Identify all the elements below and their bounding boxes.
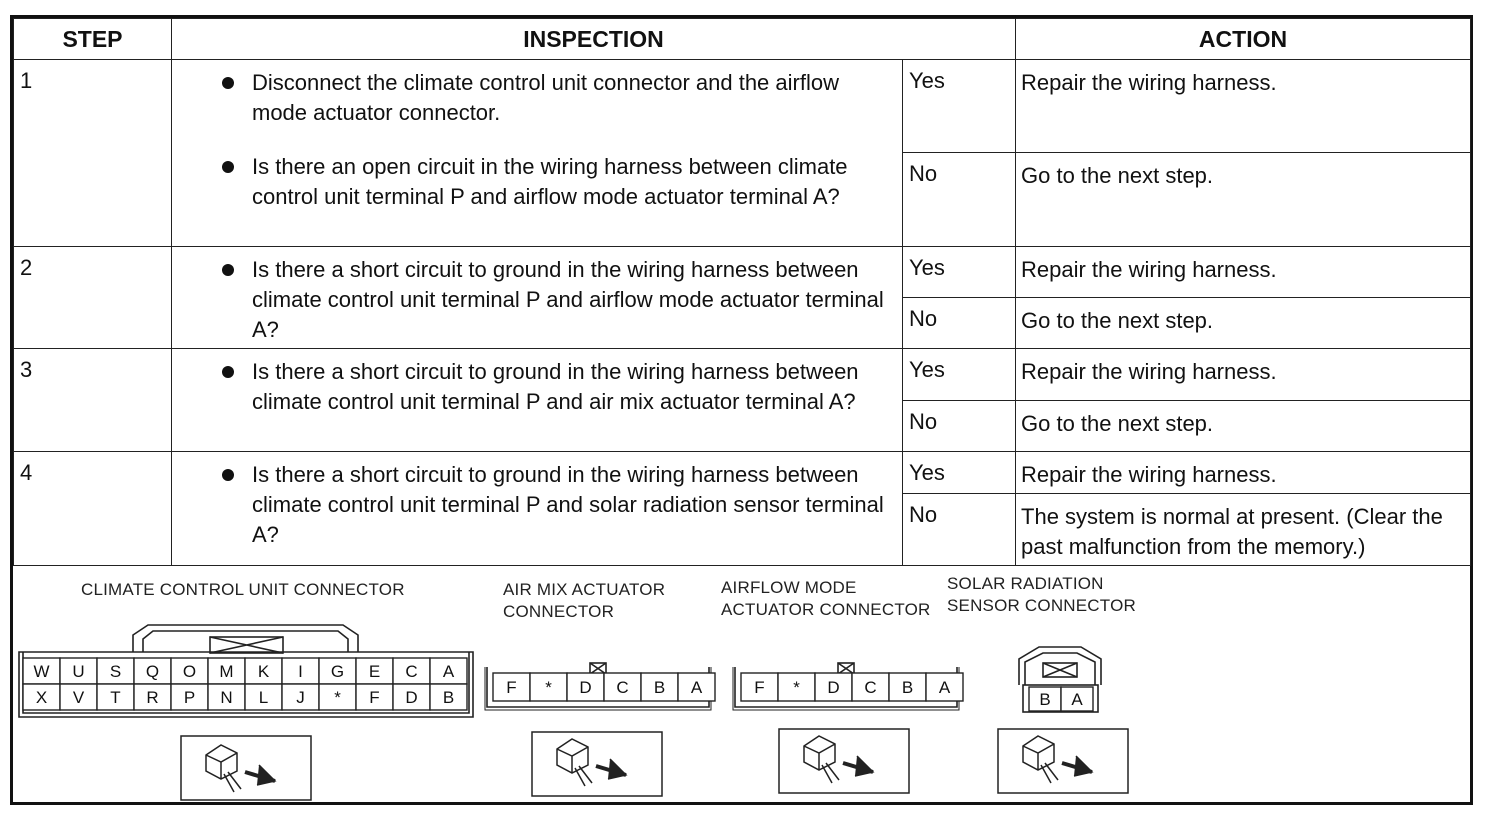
no-label: No bbox=[903, 153, 1016, 247]
climate-pin-blank: * bbox=[334, 688, 341, 707]
climate-pin-F: F bbox=[369, 688, 380, 707]
climate-pin-B: B bbox=[442, 688, 455, 707]
no-label: No bbox=[903, 298, 1016, 349]
solar-pin-B: B bbox=[1039, 690, 1051, 709]
climate-pin-X: X bbox=[35, 688, 48, 707]
airmix-label-line2: CONNECTOR bbox=[503, 602, 615, 621]
connector-pins bbox=[23, 658, 1093, 711]
inspection-item bbox=[210, 255, 892, 345]
climate-pin-L: L bbox=[258, 688, 269, 707]
climate-pin-R: R bbox=[146, 688, 159, 707]
harness-side-view-icon bbox=[532, 732, 662, 796]
climate-pin-U: U bbox=[72, 662, 85, 681]
solar-connector-hood-inner bbox=[1025, 653, 1095, 685]
harness-side-view-icon bbox=[779, 729, 909, 793]
table-row bbox=[14, 349, 1471, 401]
climate-pin-M: M bbox=[219, 662, 234, 681]
airmix-pin-D: D bbox=[579, 678, 592, 697]
airflow-label-line2: ACTUATOR CONNECTOR bbox=[721, 600, 931, 619]
step-header: STEP bbox=[14, 19, 172, 60]
harness-side-view-icon bbox=[998, 729, 1128, 793]
inspection-header: INSPECTION bbox=[172, 19, 1016, 60]
inspection-item bbox=[210, 152, 892, 212]
bullet-icon bbox=[222, 469, 234, 481]
solar-pin-A: A bbox=[1071, 690, 1083, 709]
airflow-pin-F: F bbox=[754, 678, 765, 697]
climate-pin-V: V bbox=[72, 688, 85, 707]
climate-pin-A: A bbox=[442, 662, 455, 681]
table-row bbox=[14, 452, 1471, 494]
solar-label-line1: SOLAR RADIATION bbox=[947, 574, 1104, 593]
inspection-text: Is there an open circuit in the wiring harness between climate control unit terminal P and airflow mode actuator terminal A? bbox=[252, 154, 848, 209]
airflow-pin-A: A bbox=[938, 678, 951, 697]
climate-pin-G: G bbox=[330, 662, 345, 681]
connector-diagram-panel bbox=[13, 567, 1470, 802]
bullet-icon bbox=[222, 366, 234, 378]
inspection-table bbox=[13, 18, 1471, 566]
climate-pin-P: P bbox=[183, 688, 196, 707]
no-action: Go to the next step. bbox=[1016, 401, 1471, 452]
yes-label: Yes bbox=[903, 452, 1016, 494]
climate-connector-label: CLIMATE CONTROL UNIT CONNECTOR bbox=[81, 580, 405, 599]
no-label: No bbox=[903, 401, 1016, 452]
climate-pin-T: T bbox=[110, 688, 121, 707]
airmix-pin-F: F bbox=[506, 678, 517, 697]
climate-pin-I: I bbox=[298, 662, 303, 681]
climate-pin-K: K bbox=[257, 662, 270, 681]
inspection-item bbox=[210, 68, 892, 128]
table-row bbox=[14, 247, 1471, 298]
yes-action: Repair the wiring harness. bbox=[1016, 349, 1471, 401]
climate-connector-latch-inner bbox=[143, 631, 348, 652]
inspection-cell bbox=[172, 60, 903, 247]
table-header-row bbox=[14, 19, 1471, 60]
action-header: ACTION bbox=[1016, 19, 1471, 60]
inspection-text: Is there a short circuit to ground in the wiring harness between climate control unit terminal P and airflow mode actuator terminal A? bbox=[252, 257, 884, 342]
climate-pin-D: D bbox=[405, 688, 418, 707]
inspection-cell bbox=[172, 349, 903, 452]
airmix-pin-B: B bbox=[653, 678, 666, 697]
yes-action: Repair the wiring harness. bbox=[1016, 452, 1471, 494]
climate-pin-S: S bbox=[109, 662, 122, 681]
connector-drawings bbox=[13, 567, 1470, 802]
airflow-pin-D: D bbox=[827, 678, 840, 697]
step-number: 3 bbox=[14, 349, 172, 452]
bullet-icon bbox=[222, 161, 234, 173]
yes-label: Yes bbox=[903, 60, 1016, 153]
inspection-item bbox=[210, 460, 892, 550]
lock-cross-icon bbox=[210, 637, 283, 653]
yes-action: Repair the wiring harness. bbox=[1016, 247, 1471, 298]
climate-pin-J: J bbox=[296, 688, 305, 707]
bullet-icon bbox=[222, 77, 234, 89]
airflow-pin-B: B bbox=[901, 678, 914, 697]
climate-pin-E: E bbox=[368, 662, 381, 681]
yes-action: Repair the wiring harness. bbox=[1016, 60, 1471, 153]
diagnostic-procedure-frame bbox=[10, 15, 1473, 805]
lock-cross-icon bbox=[1043, 663, 1077, 677]
yes-label: Yes bbox=[903, 349, 1016, 401]
yes-label: Yes bbox=[903, 247, 1016, 298]
inspection-cell bbox=[172, 452, 903, 566]
step-number: 4 bbox=[14, 452, 172, 566]
harness-side-view-icon bbox=[181, 736, 311, 800]
no-action: Go to the next step. bbox=[1016, 153, 1471, 247]
airflow-pin-blank: * bbox=[793, 678, 800, 697]
airmix-pin-A: A bbox=[690, 678, 703, 697]
climate-connector-latch bbox=[133, 625, 358, 652]
step-number: 2 bbox=[14, 247, 172, 349]
climate-pin-W: W bbox=[33, 662, 50, 681]
solar-label-line2: SENSOR CONNECTOR bbox=[947, 596, 1136, 615]
table-row bbox=[14, 60, 1471, 153]
no-label: No bbox=[903, 494, 1016, 566]
airflow-pin-C: C bbox=[864, 678, 877, 697]
inspection-text: Is there a short circuit to ground in the wiring harness between climate control unit terminal P and solar radiation sensor terminal A? bbox=[252, 462, 884, 547]
inspection-item bbox=[210, 357, 892, 417]
climate-pin-Q: Q bbox=[145, 662, 160, 681]
inspection-cell bbox=[172, 247, 903, 349]
inspection-text: Disconnect the climate control unit connector and the airflow mode actuator connector. bbox=[252, 70, 839, 125]
airmix-label-line1: AIR MIX ACTUATOR bbox=[503, 580, 666, 599]
no-action: The system is normal at present. (Clear the past malfunction from the memory.) bbox=[1016, 494, 1471, 566]
no-action: Go to the next step. bbox=[1016, 298, 1471, 349]
climate-pin-C: C bbox=[405, 662, 418, 681]
airflow-label-line1: AIRFLOW MODE bbox=[721, 578, 857, 597]
inspection-text: Is there a short circuit to ground in the wiring harness between climate control unit terminal P and air mix actuator terminal A? bbox=[252, 359, 859, 414]
step-number: 1 bbox=[14, 60, 172, 247]
airmix-pin-C: C bbox=[616, 678, 629, 697]
climate-pin-O: O bbox=[182, 662, 197, 681]
climate-pin-N: N bbox=[220, 688, 233, 707]
airmix-pin-blank: * bbox=[545, 678, 552, 697]
bullet-icon bbox=[222, 264, 234, 276]
